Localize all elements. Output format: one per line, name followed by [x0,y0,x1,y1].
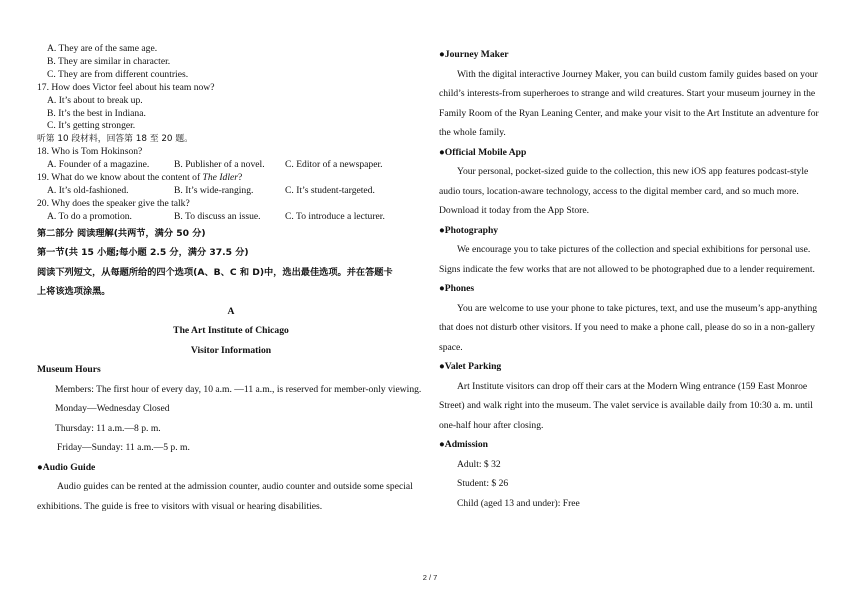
q18-option-b: B. Publisher of a novel. [174,159,265,171]
admission-child: Child (aged 13 and under): Free [457,497,580,509]
q18-option-c: C. Editor of a newspaper. [285,159,383,171]
mobile-app-text: Your personal, pocket-sized guide to the collection, this new iOS app features podcast-style audio tours, location-aware technology, access to the digital member card, and so much more. Download it today from the App Store. [439,166,809,216]
q19-question-title: The Idler [202,172,238,184]
q17-option-c: C. It’s getting stronger. [47,120,136,132]
q20-option-b: B. To discuss an issue. [174,210,261,222]
page-number: 2 / 7 [422,573,438,582]
photography-heading: ●Photography [439,224,499,236]
q20-question: 20. Why does the speaker give the talk? [37,197,190,209]
section1-title: 第一节(共 15 小题;每小题 2.5 分，满分 37.5 分) [37,247,249,259]
q20-option-c: C. To introduce a lecturer. [285,210,385,222]
q19-question-post: ? [238,172,243,184]
admission-heading: ●Admission [439,439,488,450]
q17-question: 17. How does Victor feel about his team now? [37,81,215,93]
phones-text: You are welcome to use your phone to take pictures, text, and use the museum’s app-anything that does not disturb other visitors. If you need to make a phone call, please do so in a non-gallery space. [439,302,818,353]
q18-option-a: A. Founder of a magazine. [47,159,150,171]
hours-monday-wednesday: Monday—Wednesday Closed [55,403,170,415]
hours-friday-sunday: Friday—Sunday: 11 a.m.—5 p. m. [57,442,190,454]
phones-heading: ●Phones [439,283,475,294]
mobile-app-heading: ●Official Mobile App [439,146,527,158]
reading-instructions-line1: 阅读下列短文，从每题所给的四个选项(A、B、C 和 D)中，选出最佳选项。并在答题卡 [37,266,393,278]
left-column [37,43,425,516]
q19-option-b: B. It’s wide-ranging. [174,184,254,196]
q19-option-a: A. It’s old-fashioned. [47,184,129,196]
members-hours-text: Members: The first hour of every day, 10 a.m. —11 a.m., is reserved for member-only viewing. [55,383,422,395]
q19-options [37,185,425,198]
q16-option-b: B. They are similar in character. [47,55,171,67]
listen-10-instruction: 听第 10 段材料，回答第 18 至 20 题。 [37,134,193,145]
q19-option-c: C. It’s student-targeted. [285,184,375,196]
reading-instructions-line2: 上将该选项涂黑。 [37,286,111,298]
q17-option-a: A. It’s about to break up. [47,94,143,106]
q17-option-b: B. It’s the best in Indiana. [47,107,146,119]
q20-option-a: A. To do a promotion. [47,210,132,222]
admission-adult: Adult: $ 32 [457,458,501,470]
passage-letter: A [227,305,235,317]
audio-guide-text: Audio guides can be rented at the admission counter, audio counter and outside some special exhibitions. The guide is free to visitors with visual or hearing disabilities. [37,481,413,512]
audio-guide-heading: ●Audio Guide [37,461,96,473]
photography-text: We encourage you to take pictures of the collection and special exhibitions for personal use. Signs indicate the few works that are not allowed to be photographed due to a lender requirement. [439,244,815,275]
passage-subtitle: Visitor Information [190,344,272,356]
q16-option-c: C. They are from different countries. [47,68,189,80]
passage-title: The Art Institute of Chicago [173,325,289,337]
q18-question: 18. Who is Tom Hokinson? [37,146,143,158]
q19-question-pre: 19. What do we know about the content of [37,172,203,184]
journey-maker-text: With the digital interactive Journey Maker, you can build custom family guides based on your child’s interests-from superheroes to strange and wild creatures. Start your museum journey in the Family Room of the Ryan Leaning Center, and make your visit to the Art Institute an adventure for the whole family. [439,68,819,138]
valet-parking-text: Art Institute visitors can drop off their cars at the Modern Wing entrance (159 East Monroe Street) and walk right into the museum. The valet service is available daily from 10:30 a. m. until one-half hour after closing. [439,380,813,431]
q18-options [37,159,425,172]
part2-title: 第二部分 阅读理解(共两节，满分 50 分) [37,227,206,239]
q19-question [37,172,425,185]
hours-thursday: Thursday: 11 a.m.—8 p. m. [55,422,161,434]
valet-parking-heading: ●Valet Parking [439,361,502,372]
museum-hours-heading: Museum Hours [37,364,101,376]
q16-option-a: A. They are of the same age. [47,43,158,54]
right-column [439,45,823,513]
admission-student: Student: $ 26 [457,478,509,489]
journey-maker-heading: ●Journey Maker [439,49,509,60]
q20-options [37,211,425,224]
